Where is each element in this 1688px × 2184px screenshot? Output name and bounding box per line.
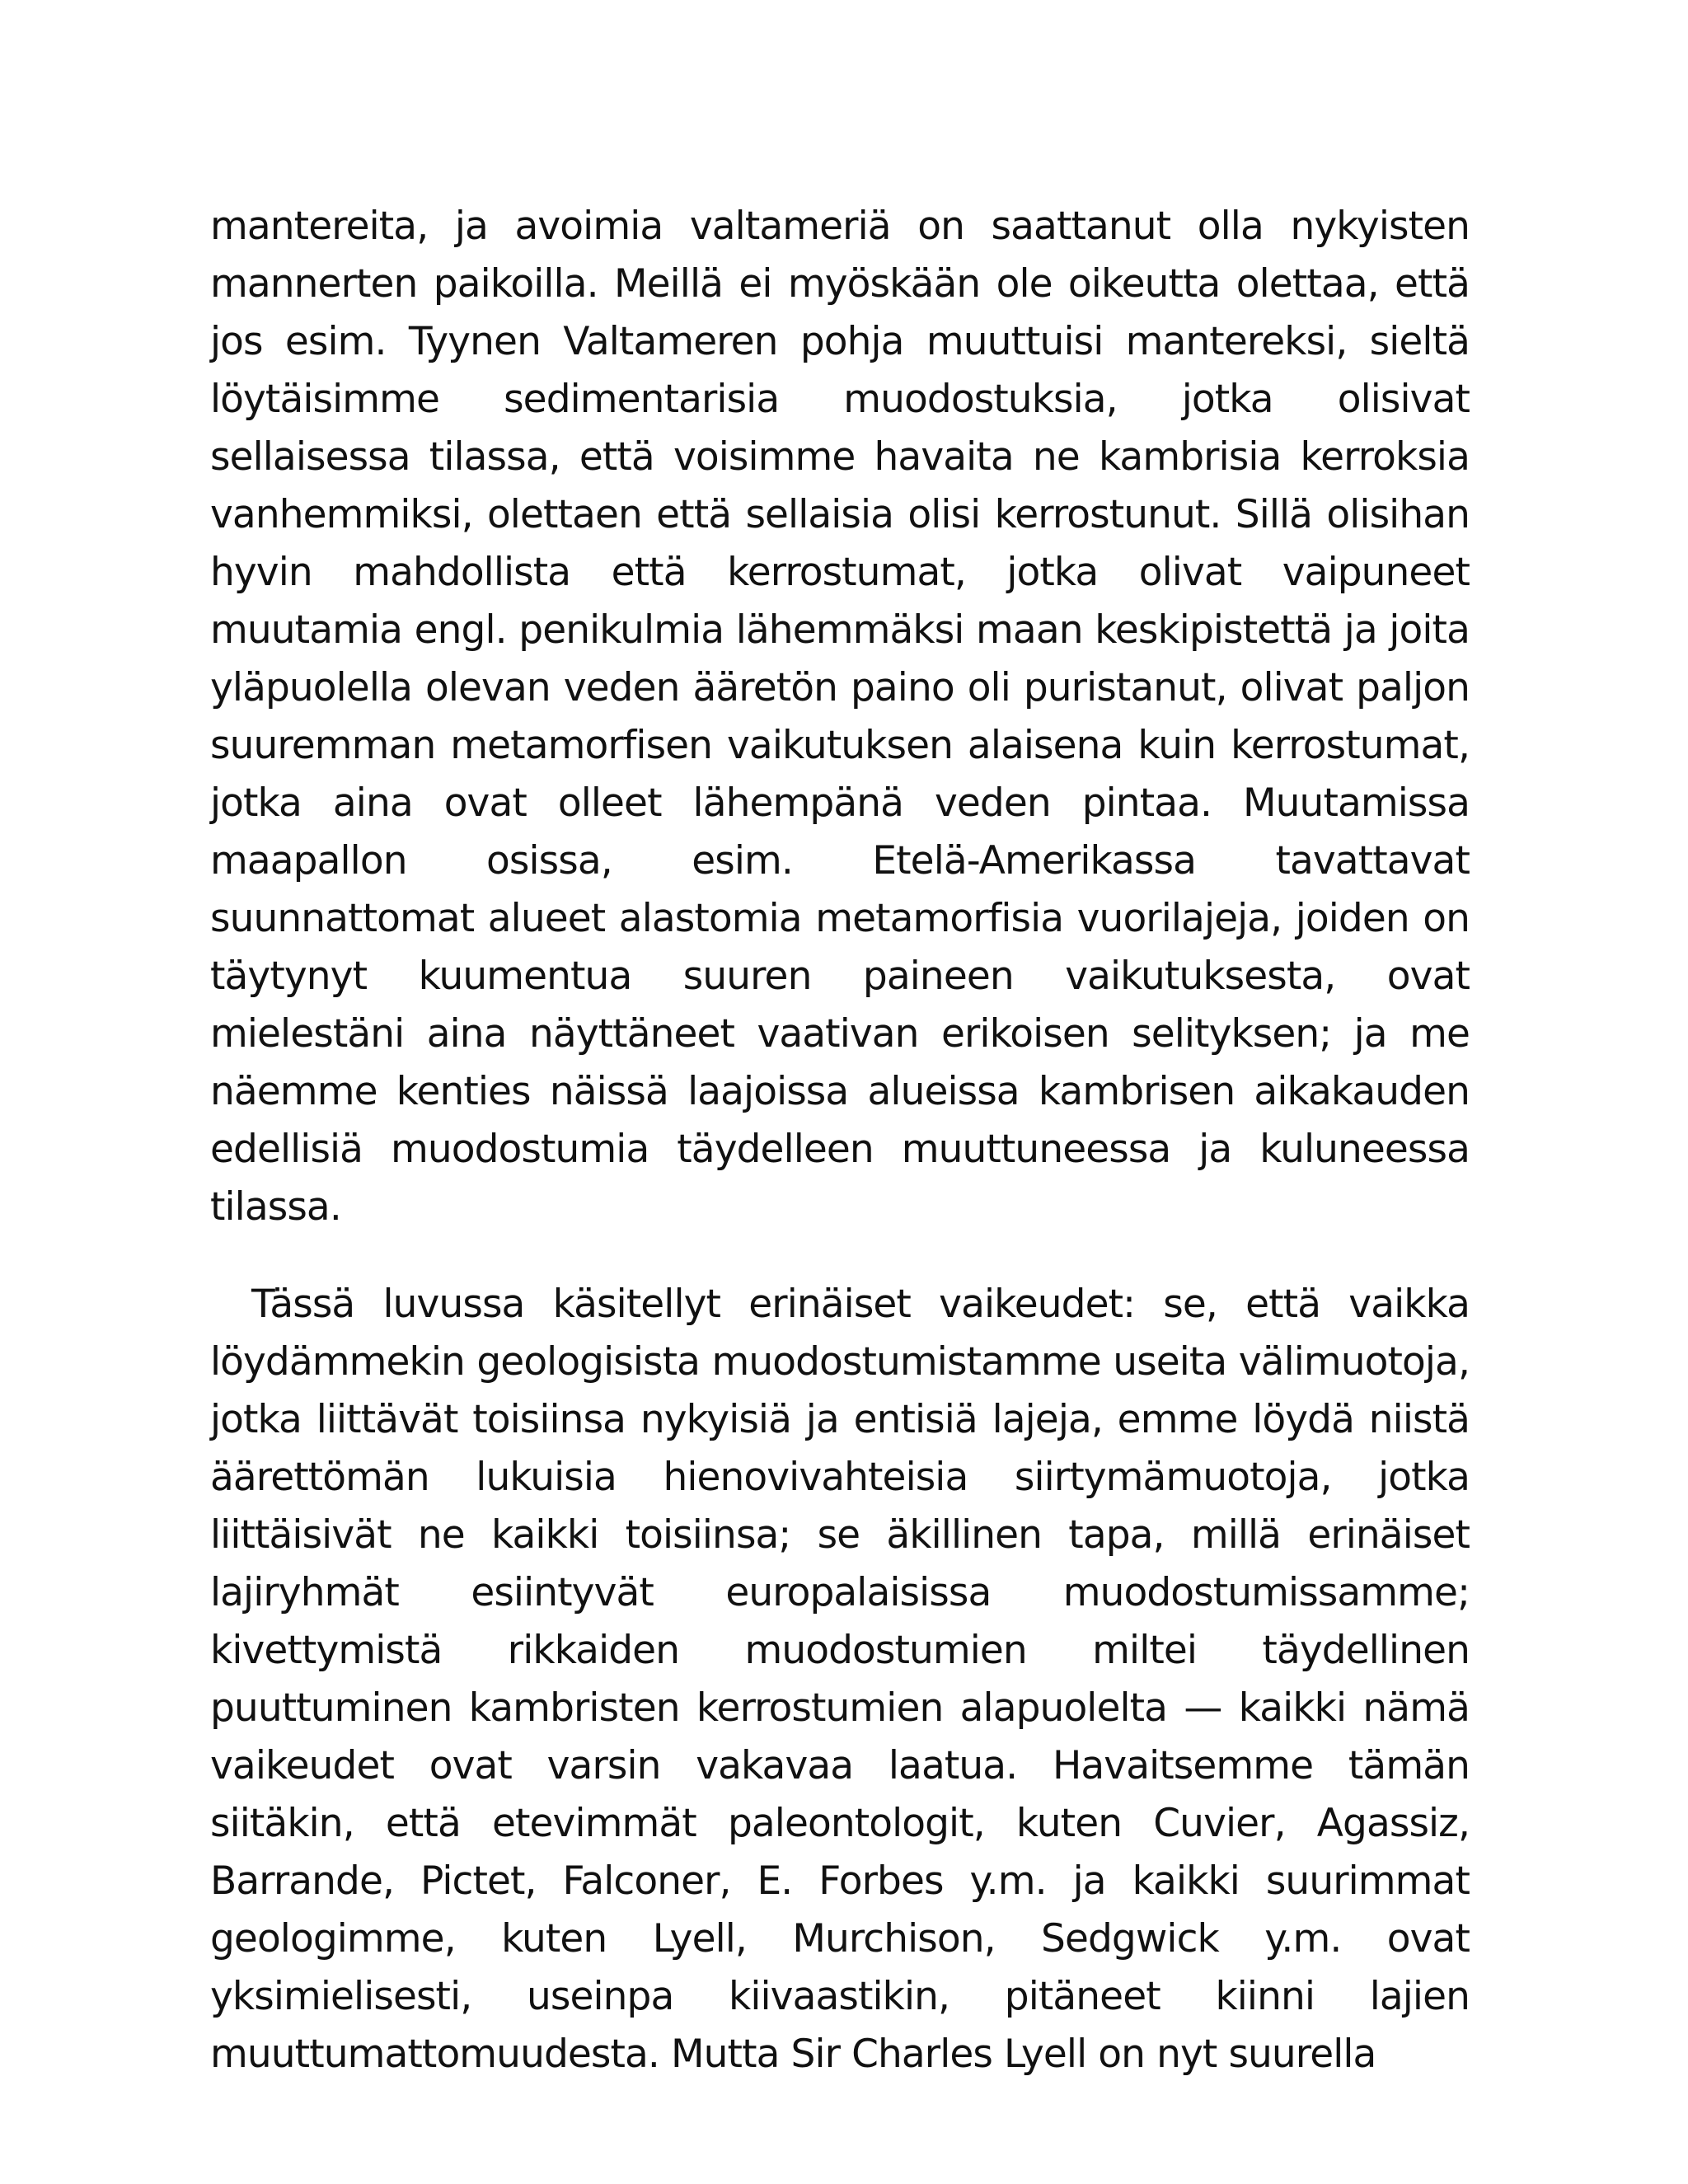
body-text xyxy=(210,198,1470,2083)
paragraph-2: Tässä luvussa käsitellyt erinäiset vaikeudet: se, että vaikka löydämmekin geologisista muodostumistamme useita välimuotoja, jotka liittävät toisiinsa nykyisiä ja entisiä lajeja, emme löydä niistä äärettömän lukuisia hienovivahteisia siirtymämuotoja, jotka liittäisivät ne kaikki toisiinsa; se äkillinen tapa, millä erinäiset lajiryhmät esiintyvät europalaisissa muodostumissamme; kivettymistä rikkaiden muodostumien miltei täydellinen puuttuminen kambristen kerrostumien alapuolelta — kaikki nämä vaikeudet ovat varsin vakavaa laatua. Havaitsemme tämän siitäkin, että etevimmät paleontologit, kuten Cuvier, Agassiz, Barrande, Pictet, Falconer, E. Forbes y.m. ja kaikki suurimmat geologimme, kuten Lyell, Murchison, Sedgwick y.m. ovat yksimielisesti, useinpa kiivaastikin, pitäneet kiinni lajien muuttumattomuudesta. Mutta Sir Charles Lyell on nyt suurella xyxy=(210,1282,1470,2077)
paragraph-1: mantereita, ja avoimia valtameriä on saattanut olla nykyisten mannerten paikoilla. Meillä ei myöskään ole oikeutta olettaa, että jos esim. Tyynen Valtameren pohja muuttuisi mantereksi, sieltä löytäisimme sedimentarisia muodostuksia, jotka olisivat sellaisessa tilassa, että voisimme havaita ne kambrisia kerroksia vanhemmiksi, olettaen että sellaisia olisi kerrostunut. Sillä olisihan hyvin mahdollista että kerrostumat, jotka olivat vaipuneet muutamia engl. penikulmia lähemmäksi maan keskipistettä ja joita yläpuolella olevan veden ääretön paino oli puristanut, olivat paljon suuremman metamorfisen vaikutuksen alaisena kuin kerrostumat, jotka aina ovat olleet lähempänä veden pintaa. Muutamissa maapallon osissa, esim. Etelä-Amerikassa tavattavat suunnattomat alueet alastomia metamorfisia vuorilajeja, joiden on täytynyt kuumentua suuren paineen vaikutuksesta, ovat mielestäni aina näyttäneet vaativan erikoisen selityksen; ja me näemme kenties näissä laajoissa alueissa kambrisen aikakauden edellisiä muodostumia täydelleen muuttuneessa ja kuluneessa tilassa. xyxy=(210,204,1470,1230)
